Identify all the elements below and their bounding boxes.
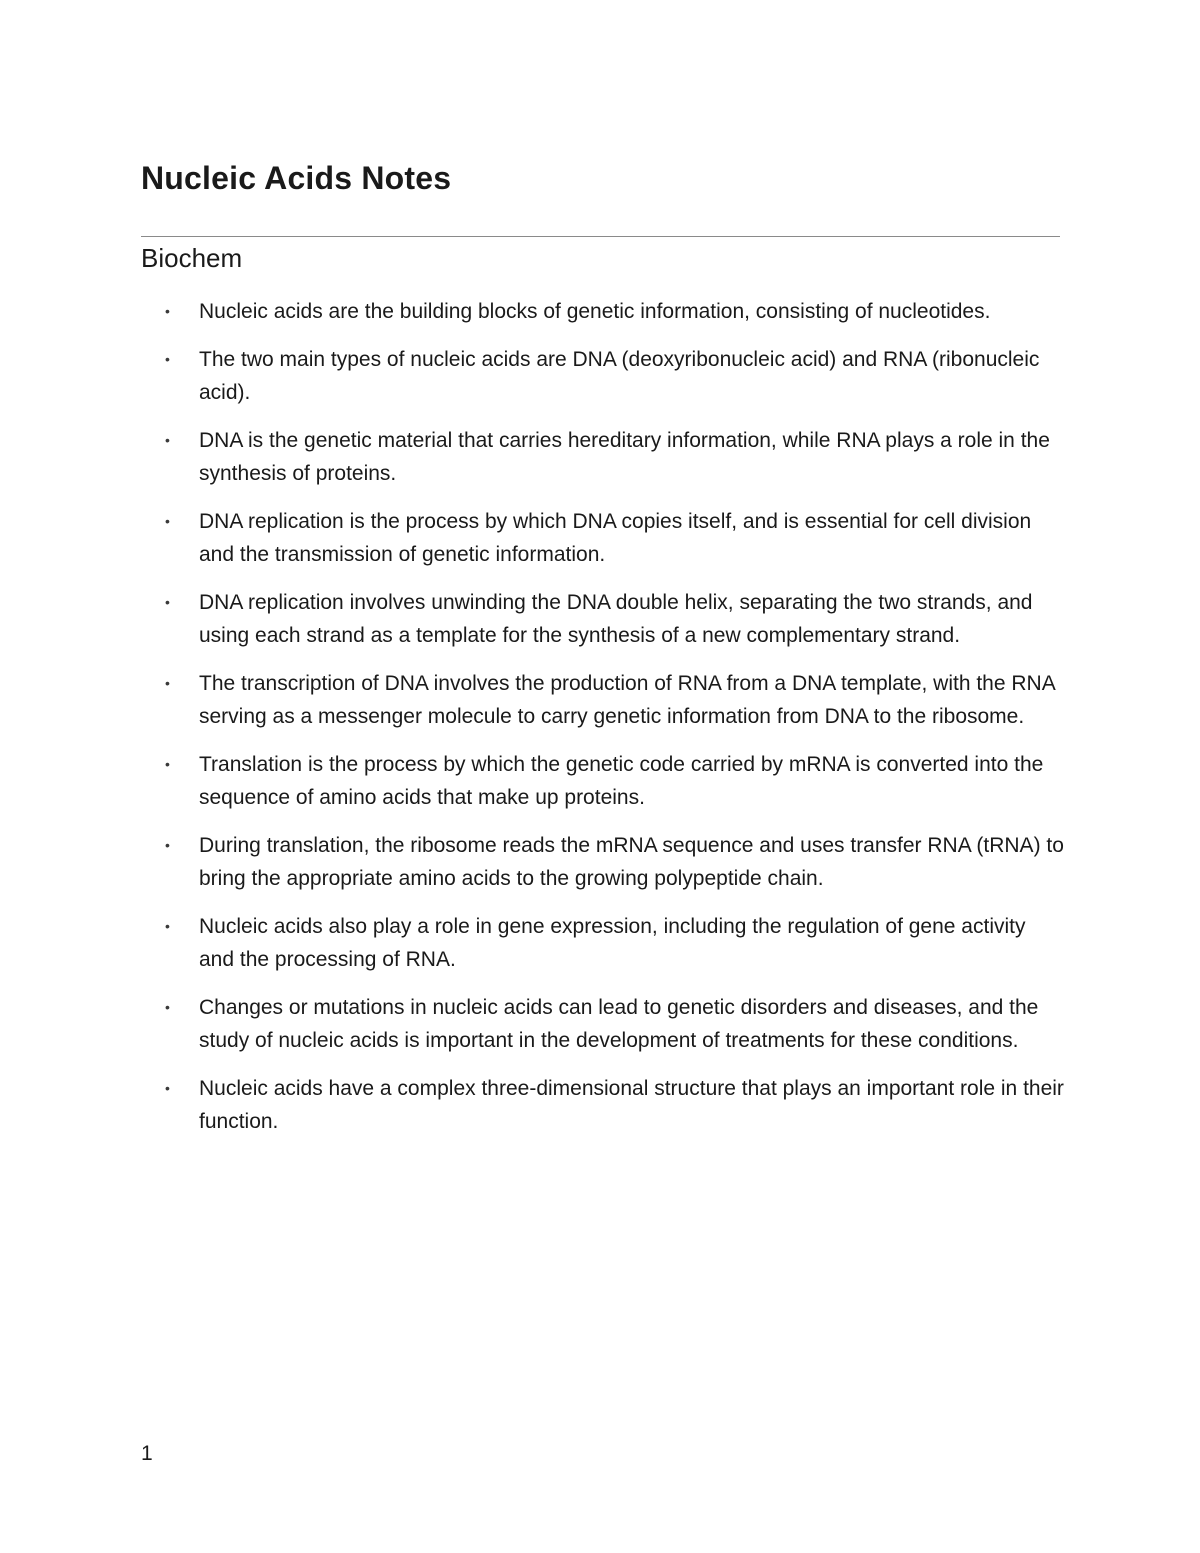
list-item xyxy=(141,667,1066,734)
bullet-icon: • xyxy=(165,998,170,1015)
bullet-icon: • xyxy=(165,836,170,853)
list-item-text: Changes or mutations in nucleic acids can lead to genetic disorders and diseases, and the study of nucleic acids is important in the development of treatments for these conditions. xyxy=(199,995,1039,1052)
bullet-icon: • xyxy=(165,593,170,610)
bullet-list xyxy=(141,295,1066,1153)
list-item xyxy=(141,343,1066,410)
list-item-text: Nucleic acids are the building blocks of genetic information, consisting of nucleotides. xyxy=(199,300,991,323)
list-item-text: Nucleic acids have a complex three-dimensional structure that plays an important role in their function. xyxy=(199,1076,1064,1133)
list-item xyxy=(141,991,1066,1058)
bullet-icon: • xyxy=(165,917,170,934)
title-divider xyxy=(141,236,1060,237)
list-item xyxy=(141,910,1066,977)
page-number: 1 xyxy=(141,1442,153,1465)
bullet-icon: • xyxy=(165,1079,170,1096)
bullet-icon: • xyxy=(165,350,170,367)
list-item xyxy=(141,295,1066,329)
list-item-text: DNA replication is the process by which DNA copies itself, and is essential for cell division and the transmission of genetic information. xyxy=(199,509,1032,566)
list-item xyxy=(141,505,1066,572)
document-title: Nucleic Acids Notes xyxy=(141,160,452,196)
list-item-text: DNA replication involves unwinding the DNA double helix, separating the two strands, and using each strand as a template for the synthesis of a new complementary strand. xyxy=(199,590,1033,647)
list-item xyxy=(141,586,1066,653)
list-item xyxy=(141,748,1066,815)
bullet-icon: • xyxy=(165,431,170,448)
section-heading: Biochem xyxy=(141,243,243,273)
list-item xyxy=(141,829,1066,896)
list-item xyxy=(141,1072,1066,1139)
list-item-text: Translation is the process by which the genetic code carried by mRNA is converted into the sequence of amino acids that make up proteins. xyxy=(199,752,1044,809)
bullet-icon: • xyxy=(165,512,170,529)
list-item xyxy=(141,424,1066,491)
bullet-icon: • xyxy=(165,755,170,772)
list-item-text: The two main types of nucleic acids are DNA (deoxyribonucleic acid) and RNA (ribonucleic acid). xyxy=(199,347,1040,404)
list-item-text: The transcription of DNA involves the production of RNA from a DNA template, with the RNA serving as a messenger molecule to carry genetic information from DNA to the ribosome. xyxy=(199,671,1055,728)
bullet-icon: • xyxy=(165,303,170,319)
list-item-text: During translation, the ribosome reads the mRNA sequence and uses transfer RNA (tRNA) to bring the appropriate amino acids to the growing polypeptide chain. xyxy=(199,833,1064,890)
list-item-text: Nucleic acids also play a role in gene expression, including the regulation of gene activity and the processing of RNA. xyxy=(199,914,1026,971)
list-item-text: DNA is the genetic material that carries hereditary information, while RNA plays a role in the synthesis of proteins. xyxy=(199,428,1050,485)
bullet-icon: • xyxy=(165,674,170,691)
